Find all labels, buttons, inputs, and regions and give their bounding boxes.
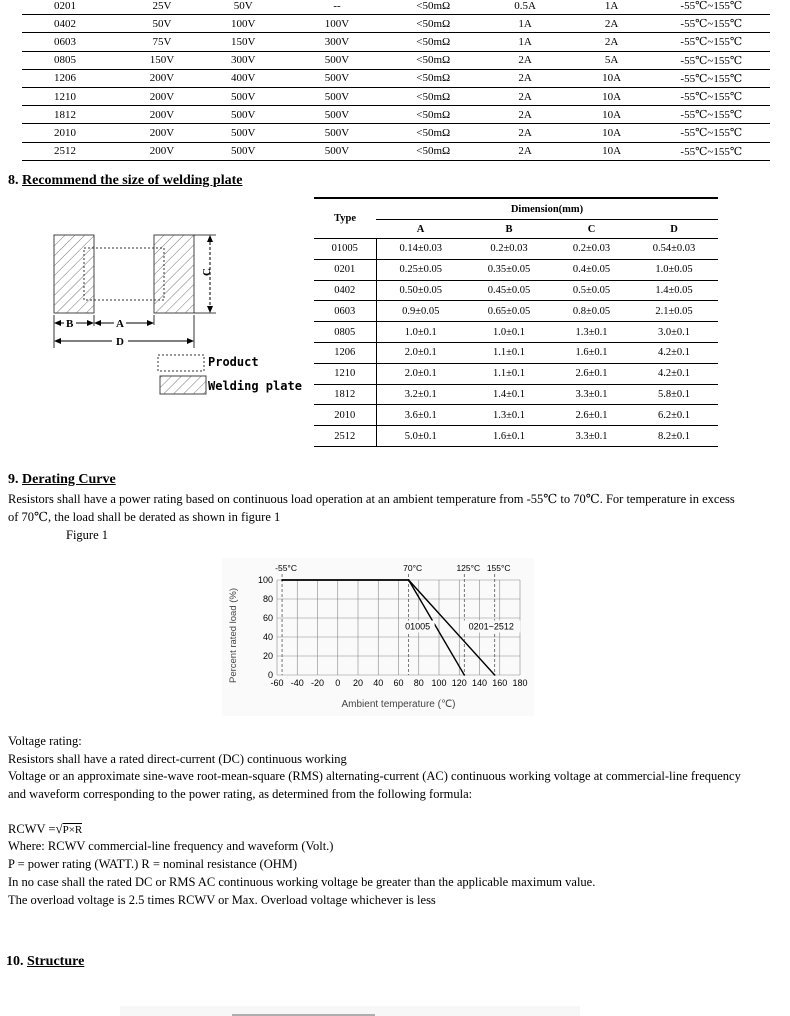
section-number: 8. (8, 173, 19, 188)
dim-cell: 1.6±0.1 (465, 426, 553, 447)
spec-cell: 0201 (22, 0, 125, 15)
dim-cell: 0.50±0.05 (376, 280, 465, 301)
dim-cell: 3.3±0.1 (553, 384, 630, 405)
dim-cell: 2.6±0.1 (553, 363, 630, 384)
dim-cell: 0603 (314, 301, 376, 322)
spec-cell: 200V (125, 124, 199, 142)
section-number: 9. (8, 472, 19, 487)
spec-row (22, 15, 770, 33)
dimension-group-header: Dimension(mm) (376, 198, 718, 220)
spec-cell: 500V (199, 124, 287, 142)
spec-cell: 100V (287, 15, 387, 33)
derating-text-line2: of 70℃, the load shall be derated as shown in figure 1 (8, 510, 281, 524)
spec-cell: 10A (571, 69, 653, 87)
rcwv-formula (8, 820, 82, 840)
dim-cell: 0.25±0.05 (376, 259, 465, 280)
dim-cell: 0402 (314, 280, 376, 301)
left-pad (54, 235, 94, 313)
y-tick-label: 100 (257, 575, 273, 585)
spec-cell: 2A (571, 15, 653, 33)
spec-cell: -55℃~155℃ (653, 33, 770, 51)
dim-cell: 3.0±0.1 (630, 322, 718, 343)
dim-c-label: C (201, 268, 213, 276)
spec-cell: 500V (287, 106, 387, 124)
x-tick-label: -40 (290, 678, 304, 688)
dim-row (314, 426, 718, 447)
spec-cell: 2A (480, 124, 571, 142)
series-label: 0201~2512 (468, 621, 514, 632)
dim-cell: 2.0±0.1 (376, 363, 465, 384)
dim-cell: 0.35±0.05 (465, 259, 553, 280)
right-pad (154, 235, 194, 313)
spec-cell: 500V (199, 87, 287, 105)
spec-cell: 10A (571, 106, 653, 124)
welding-plate-diagram (50, 230, 300, 400)
spec-cell: 200V (125, 87, 199, 105)
dim-cell: 0.8±0.05 (553, 301, 630, 322)
legend-product-label: Product (208, 355, 259, 369)
spec-cell: 1812 (22, 106, 125, 124)
spec-cell: <50mΩ (387, 0, 480, 15)
dim-cell: 6.2±0.1 (630, 405, 718, 426)
spec-cell: -55℃~155℃ (653, 124, 770, 142)
spec-cell: <50mΩ (387, 124, 480, 142)
dim-row (314, 384, 718, 405)
spec-cell: 1206 (22, 69, 125, 87)
spec-cell: <50mΩ (387, 33, 480, 51)
spec-cell: -55℃~155℃ (653, 0, 770, 15)
voltage-line6: P = power rating (WATT.) R = nominal resistance (OHM) (8, 857, 298, 871)
spec-cell: <50mΩ (387, 69, 480, 87)
dim-cell: 0.65±0.05 (465, 301, 553, 322)
spec-cell: 500V (287, 69, 387, 87)
dim-row (314, 301, 718, 322)
dim-cell: 3.3±0.1 (553, 426, 630, 447)
dim-cell: 0.2±0.03 (572, 243, 611, 255)
spec-cell: 500V (287, 142, 387, 160)
voltage-line2: Resistors shall have a rated direct-current (DC) continuous working (8, 752, 347, 766)
x-tick-label: 100 (431, 678, 447, 688)
derating-text-line1: Resistors shall have a power rating based on continuous load operation at an ambient temperature from -55℃ to 70℃. For temperature in excess (8, 492, 735, 506)
dim-cell: 2010 (314, 405, 376, 426)
spec-cell: 300V (287, 33, 387, 51)
spec-row (22, 142, 770, 160)
spec-cell: -- (287, 0, 387, 15)
temperature-annotation: 125°C (456, 563, 481, 573)
dim-cell: 1206 (314, 342, 376, 363)
spec-cell: 10A (571, 87, 653, 105)
dimension-table (314, 197, 718, 447)
spec-cell: 500V (199, 106, 287, 124)
y-tick-label: 20 (262, 651, 273, 661)
dim-cell: 0805 (314, 322, 376, 343)
dim-cell: 5.0±0.1 (376, 426, 465, 447)
x-tick-label: 0 (335, 678, 341, 688)
spec-cell: 0402 (22, 15, 125, 33)
x-tick-label: 160 (492, 678, 508, 688)
spec-cell: 500V (287, 51, 387, 69)
dim-cell: 1.6±0.1 (553, 342, 630, 363)
dim-d-label: D (116, 336, 124, 348)
spec-cell: 500V (199, 142, 287, 160)
dim-cell: 1.4±0.05 (630, 280, 718, 301)
spec-cell: 2A (480, 51, 571, 69)
dim-row (314, 322, 718, 343)
dim-a-label: A (116, 318, 124, 330)
x-tick-label: 20 (352, 678, 364, 688)
series-point (464, 674, 466, 676)
spec-cell: 2010 (22, 124, 125, 142)
dim-cell: 1.3±0.1 (465, 405, 553, 426)
spec-cell: 0805 (22, 51, 125, 69)
dim-cell: 1.4±0.1 (465, 384, 553, 405)
y-tick-label: 0 (267, 670, 273, 680)
spec-cell: 10A (571, 142, 653, 160)
spec-cell: 25V (125, 0, 199, 15)
structure-figure-partial (120, 1006, 580, 1016)
sqrt-icon: √ (55, 821, 63, 836)
spec-cell: 150V (125, 51, 199, 69)
derating-chart (222, 558, 534, 716)
dim-cell: 01005 (314, 239, 376, 260)
spec-cell: 200V (125, 142, 199, 160)
spec-cell: 300V (199, 51, 287, 69)
spec-cell: <50mΩ (387, 106, 480, 124)
spec-cell: 75V (125, 33, 199, 51)
spec-cell: 1A (571, 0, 653, 15)
spec-cell: 0.5A (480, 0, 571, 15)
x-axis-label: Ambient temperature (℃) (341, 699, 456, 710)
dim-cell: 1.1±0.1 (465, 363, 553, 384)
dim-cell: 5.8±0.1 (630, 384, 718, 405)
spec-cell: 1210 (22, 87, 125, 105)
dim-cell: 1.1±0.1 (465, 342, 553, 363)
temperature-annotation: 70°C (403, 563, 423, 573)
spec-row (22, 87, 770, 105)
legend-welding-swatch (160, 376, 206, 394)
voltage-line7: In no case shall the rated DC or RMS AC continuous working voltage be greater than the applicable maximum value. (8, 875, 596, 889)
spec-cell: -55℃~155℃ (653, 69, 770, 87)
dim-cell: 1.0±0.1 (376, 322, 465, 343)
voltage-line4: and waveform corresponding to the power rating, as determined from the following formula: (8, 787, 473, 801)
dim-row (314, 259, 718, 280)
voltage-line8: The overload voltage is 2.5 times RCWV or Max. Overload voltage whichever is less (8, 893, 436, 907)
spec-cell: <50mΩ (387, 87, 480, 105)
dim-cell: 2.6±0.1 (553, 405, 630, 426)
dim-cell: 0.45±0.05 (465, 280, 553, 301)
series-point (281, 579, 283, 581)
dim-row (314, 239, 718, 260)
section-10-title (6, 954, 84, 970)
spec-cell: -55℃~155℃ (653, 106, 770, 124)
formula-lhs: RCWV = (8, 822, 56, 836)
dim-cell: 0201 (314, 259, 376, 280)
dim-cell: 4.2±0.1 (630, 342, 718, 363)
dim-cell: 2512 (314, 426, 376, 447)
dim-col-header: D (670, 223, 678, 235)
spec-cell: -55℃~155℃ (653, 51, 770, 69)
spec-cell: 1A (480, 33, 571, 51)
dim-col-header: C (587, 223, 596, 235)
x-tick-label: -60 (270, 678, 284, 688)
dim-cell: 1.0±0.1 (465, 322, 553, 343)
dim-row (314, 280, 718, 301)
section-heading: Structure (27, 954, 85, 969)
x-tick-label: 60 (393, 678, 404, 688)
spec-cell: 2A (571, 33, 653, 51)
figure-label: Figure 1 (66, 528, 109, 542)
x-tick-label: 80 (413, 678, 424, 688)
dim-cell: 1210 (314, 363, 376, 384)
dim-cell: 0.14±0.03 (399, 243, 442, 255)
spec-cell: 400V (199, 69, 287, 87)
spec-cell: 10A (571, 124, 653, 142)
y-tick-label: 80 (262, 594, 273, 604)
section-number: 10. (6, 954, 24, 969)
spec-cell: <50mΩ (387, 51, 480, 69)
spec-cell: -55℃~155℃ (653, 87, 770, 105)
dim-row (314, 405, 718, 426)
dim-cell: 1.3±0.1 (553, 322, 630, 343)
dim-cell: 0.54±0.03 (652, 243, 696, 255)
spec-cell: 100V (199, 15, 287, 33)
dim-cell: 0.9±0.05 (376, 301, 465, 322)
spec-cell: 200V (125, 106, 199, 124)
series-point (408, 579, 410, 581)
dim-cell: 2.0±0.1 (376, 342, 465, 363)
spec-cell: 5A (571, 51, 653, 69)
formula-radicand: P×R (62, 824, 83, 836)
spec-cell: 2A (480, 106, 571, 124)
dim-col-header: A (416, 223, 425, 235)
dim-b-label: B (66, 318, 74, 330)
legend-welding-label: Welding plate (208, 379, 302, 393)
dim-cell: 3.6±0.1 (376, 405, 465, 426)
series-label: 01005 (405, 621, 431, 632)
y-tick-label: 60 (262, 613, 273, 623)
dim-cell: 3.2±0.1 (376, 384, 465, 405)
section-9-title (8, 472, 116, 488)
x-tick-label: 120 (451, 678, 467, 688)
dim-cell: 0.4±0.05 (553, 259, 630, 280)
spec-cell: 0603 (22, 33, 125, 51)
x-tick-label: 140 (471, 678, 488, 688)
spec-cell: 200V (125, 69, 199, 87)
voltage-line1: Voltage rating: (8, 734, 82, 748)
spec-cell: 500V (287, 124, 387, 142)
spec-cell: 500V (287, 87, 387, 105)
spec-row (22, 0, 770, 15)
spec-cell: 150V (199, 33, 287, 51)
temperature-annotation: 155°C (486, 563, 511, 573)
spec-cell: 2512 (22, 142, 125, 160)
spec-cell: 1A (480, 15, 571, 33)
spec-row (22, 33, 770, 51)
spec-cell: 2A (480, 142, 571, 160)
spec-cell: <50mΩ (387, 142, 480, 160)
y-tick-label: 40 (262, 632, 273, 642)
spec-cell: 2A (480, 87, 571, 105)
section-8-title (8, 173, 242, 189)
section-heading: Recommend the size of welding plate (22, 173, 243, 188)
dim-cell: 0.5±0.05 (553, 280, 630, 301)
spec-row (22, 124, 770, 142)
x-tick-label: -20 (310, 678, 325, 688)
spec-cell: 50V (125, 15, 199, 33)
spec-row (22, 106, 770, 124)
voltage-line5: Where: RCWV commercial-line frequency and waveform (Volt.) (8, 839, 334, 853)
voltage-line3: Voltage or an approximate sine-wave root-mean-square (RMS) alternating-current (AC) continuous working voltage at commercial-line frequency (8, 769, 741, 783)
spec-cell: -55℃~155℃ (653, 15, 770, 33)
dim-col-header: B (505, 223, 513, 235)
temperature-annotation: -55°C (275, 563, 297, 573)
type-header: Type (334, 213, 356, 224)
series-point (494, 674, 496, 676)
product-outline (84, 248, 164, 300)
spec-cell: 2A (480, 69, 571, 87)
spec-row (22, 51, 770, 69)
legend-product-swatch (158, 355, 204, 371)
dim-cell: 0.2±0.03 (490, 243, 528, 255)
dim-cell: 4.2±0.1 (630, 363, 718, 384)
spec-cell: 50V (199, 0, 287, 15)
section-heading: Derating Curve (22, 472, 116, 487)
dim-cell: 2.1±0.05 (630, 301, 718, 322)
dim-cell: 1812 (314, 384, 376, 405)
dim-cell: 8.2±0.1 (630, 426, 718, 447)
spec-table (22, 0, 770, 161)
dim-row (314, 363, 718, 384)
spec-row (22, 69, 770, 87)
y-axis-label: Percent rated load (%) (228, 587, 239, 684)
dim-row (314, 342, 718, 363)
x-tick-label: 40 (373, 678, 384, 688)
dim-cell: 1.0±0.05 (630, 259, 718, 280)
spec-cell: -55℃~155℃ (653, 142, 770, 160)
x-tick-label: 180 (512, 678, 528, 688)
spec-cell: <50mΩ (387, 15, 480, 33)
